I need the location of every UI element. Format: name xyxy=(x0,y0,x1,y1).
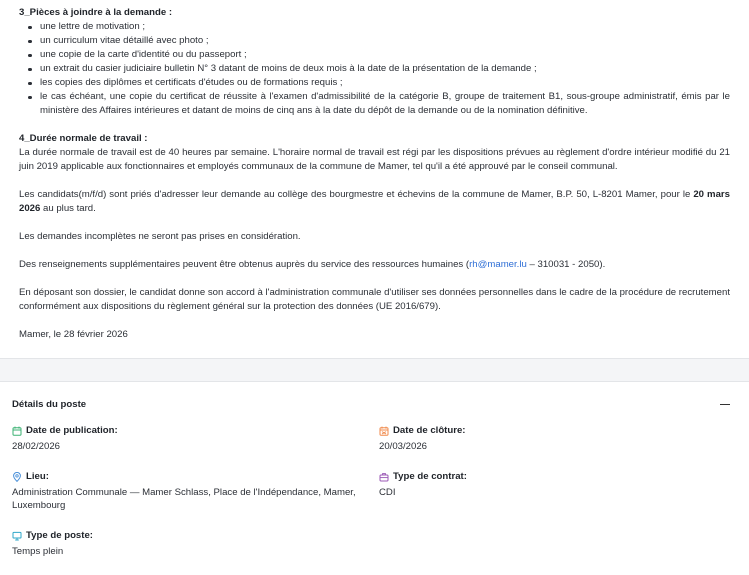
section4-title: 4_Durée normale de travail : xyxy=(19,133,148,144)
email-link[interactable]: rh@mamer.lu xyxy=(469,259,527,270)
section3-title: 3_Pièces à joindre à la demande : xyxy=(19,7,173,18)
list-item: une copie de la carte d'identité ou du passeport ; xyxy=(40,48,730,62)
candidates-text xyxy=(19,188,730,216)
list-item: une lettre de motivation ; xyxy=(40,20,730,34)
post-type-value: Temps plein xyxy=(12,546,64,557)
monitor-icon xyxy=(12,531,22,541)
publication-date-label: Date de publication: xyxy=(26,425,118,436)
signature-text: Mamer, le 28 février 2026 xyxy=(19,329,128,340)
list-item: le cas échéant, une copie du certificat de réussite à l'examen d'admissibilité de la catégorie B, groupe de traitement B1, sous-groupe administratif, émis par le ministère des Affaires intérieures et datant de moins de cinq ans à la date du dépôt de la demande ou de la nomination définitive. xyxy=(40,91,730,116)
info-text xyxy=(19,258,730,272)
post-type-field xyxy=(12,529,352,558)
list-item: les copies des diplômes et certificats d'études ou de formations requis ; xyxy=(40,76,730,90)
closing-date-label: Date de clôture: xyxy=(393,425,466,436)
closing-date-field xyxy=(379,424,719,453)
consent-text: En déposant son dossier, le candidat donne son accord à l'administration communale d'utiliser ses données personnelles dans le cadre de la procédure de recrutement conformément aux dispositions du règlement général sur la protection des données (UE 2016/679). xyxy=(19,287,730,312)
collapse-icon[interactable] xyxy=(720,404,730,405)
closing-date-value: 20/03/2026 xyxy=(379,441,428,452)
location-field xyxy=(12,470,364,512)
post-type-label: Type de poste: xyxy=(26,530,93,541)
job-details-card xyxy=(0,381,749,575)
location-value: Administration Communale — Mamer Schlass, Place de l'Indépendance, Mamer, Luxembourg xyxy=(12,487,356,511)
job-description-content xyxy=(19,6,730,342)
details-title: Détails du poste xyxy=(12,399,87,410)
location-pin-icon xyxy=(12,472,22,482)
briefcase-icon xyxy=(379,472,389,482)
contract-type-label: Type de contrat: xyxy=(393,471,467,482)
info-text-before: Des renseignements supplémentaires peuvent être obtenus auprès du service des ressources humaines ( xyxy=(19,259,470,270)
publication-date-value: 28/02/2026 xyxy=(12,441,61,452)
info-text-after: – 310031 - 2050). xyxy=(526,259,606,270)
calendar-icon xyxy=(12,426,22,436)
list-item: un curriculum vitae détaillé avec photo ; xyxy=(40,34,730,48)
location-label: Lieu: xyxy=(26,471,49,482)
work-hours-text: La durée normale de travail est de 40 heures par semaine. L'horaire normal de travail est régi par les dispositions prévues au règlement d'ordre intérieur modifié du 21 juin 2019 applicable aux fonctionnaires et employés communaux de la commune de Mamer, tel qu'il a été approuvé par le conseil communal. xyxy=(19,147,730,172)
publication-date-field xyxy=(12,424,352,453)
candidates-text-before: Les candidats(m/f/d) sont priés d'adresser leur demande au collège des bourgmestre et échevins de la commune de Mamer, B.P. 50, L-8201 Mamer, pour le xyxy=(19,189,694,200)
documents-list xyxy=(19,20,730,118)
incomplete-text: Les demandes incomplètes ne seront pas prises en considération. xyxy=(19,231,301,242)
contract-type-field xyxy=(379,470,719,499)
contract-type-value: CDI xyxy=(379,487,396,498)
deadline-text: 20 mars 2026 xyxy=(19,189,730,214)
candidates-text-after: au plus tard. xyxy=(40,203,96,214)
list-item: un extrait du casier judiciaire bulletin N° 3 datant de moins de deux mois à la date de la présentation de la demande ; xyxy=(40,62,730,76)
calendar-icon xyxy=(379,426,389,436)
